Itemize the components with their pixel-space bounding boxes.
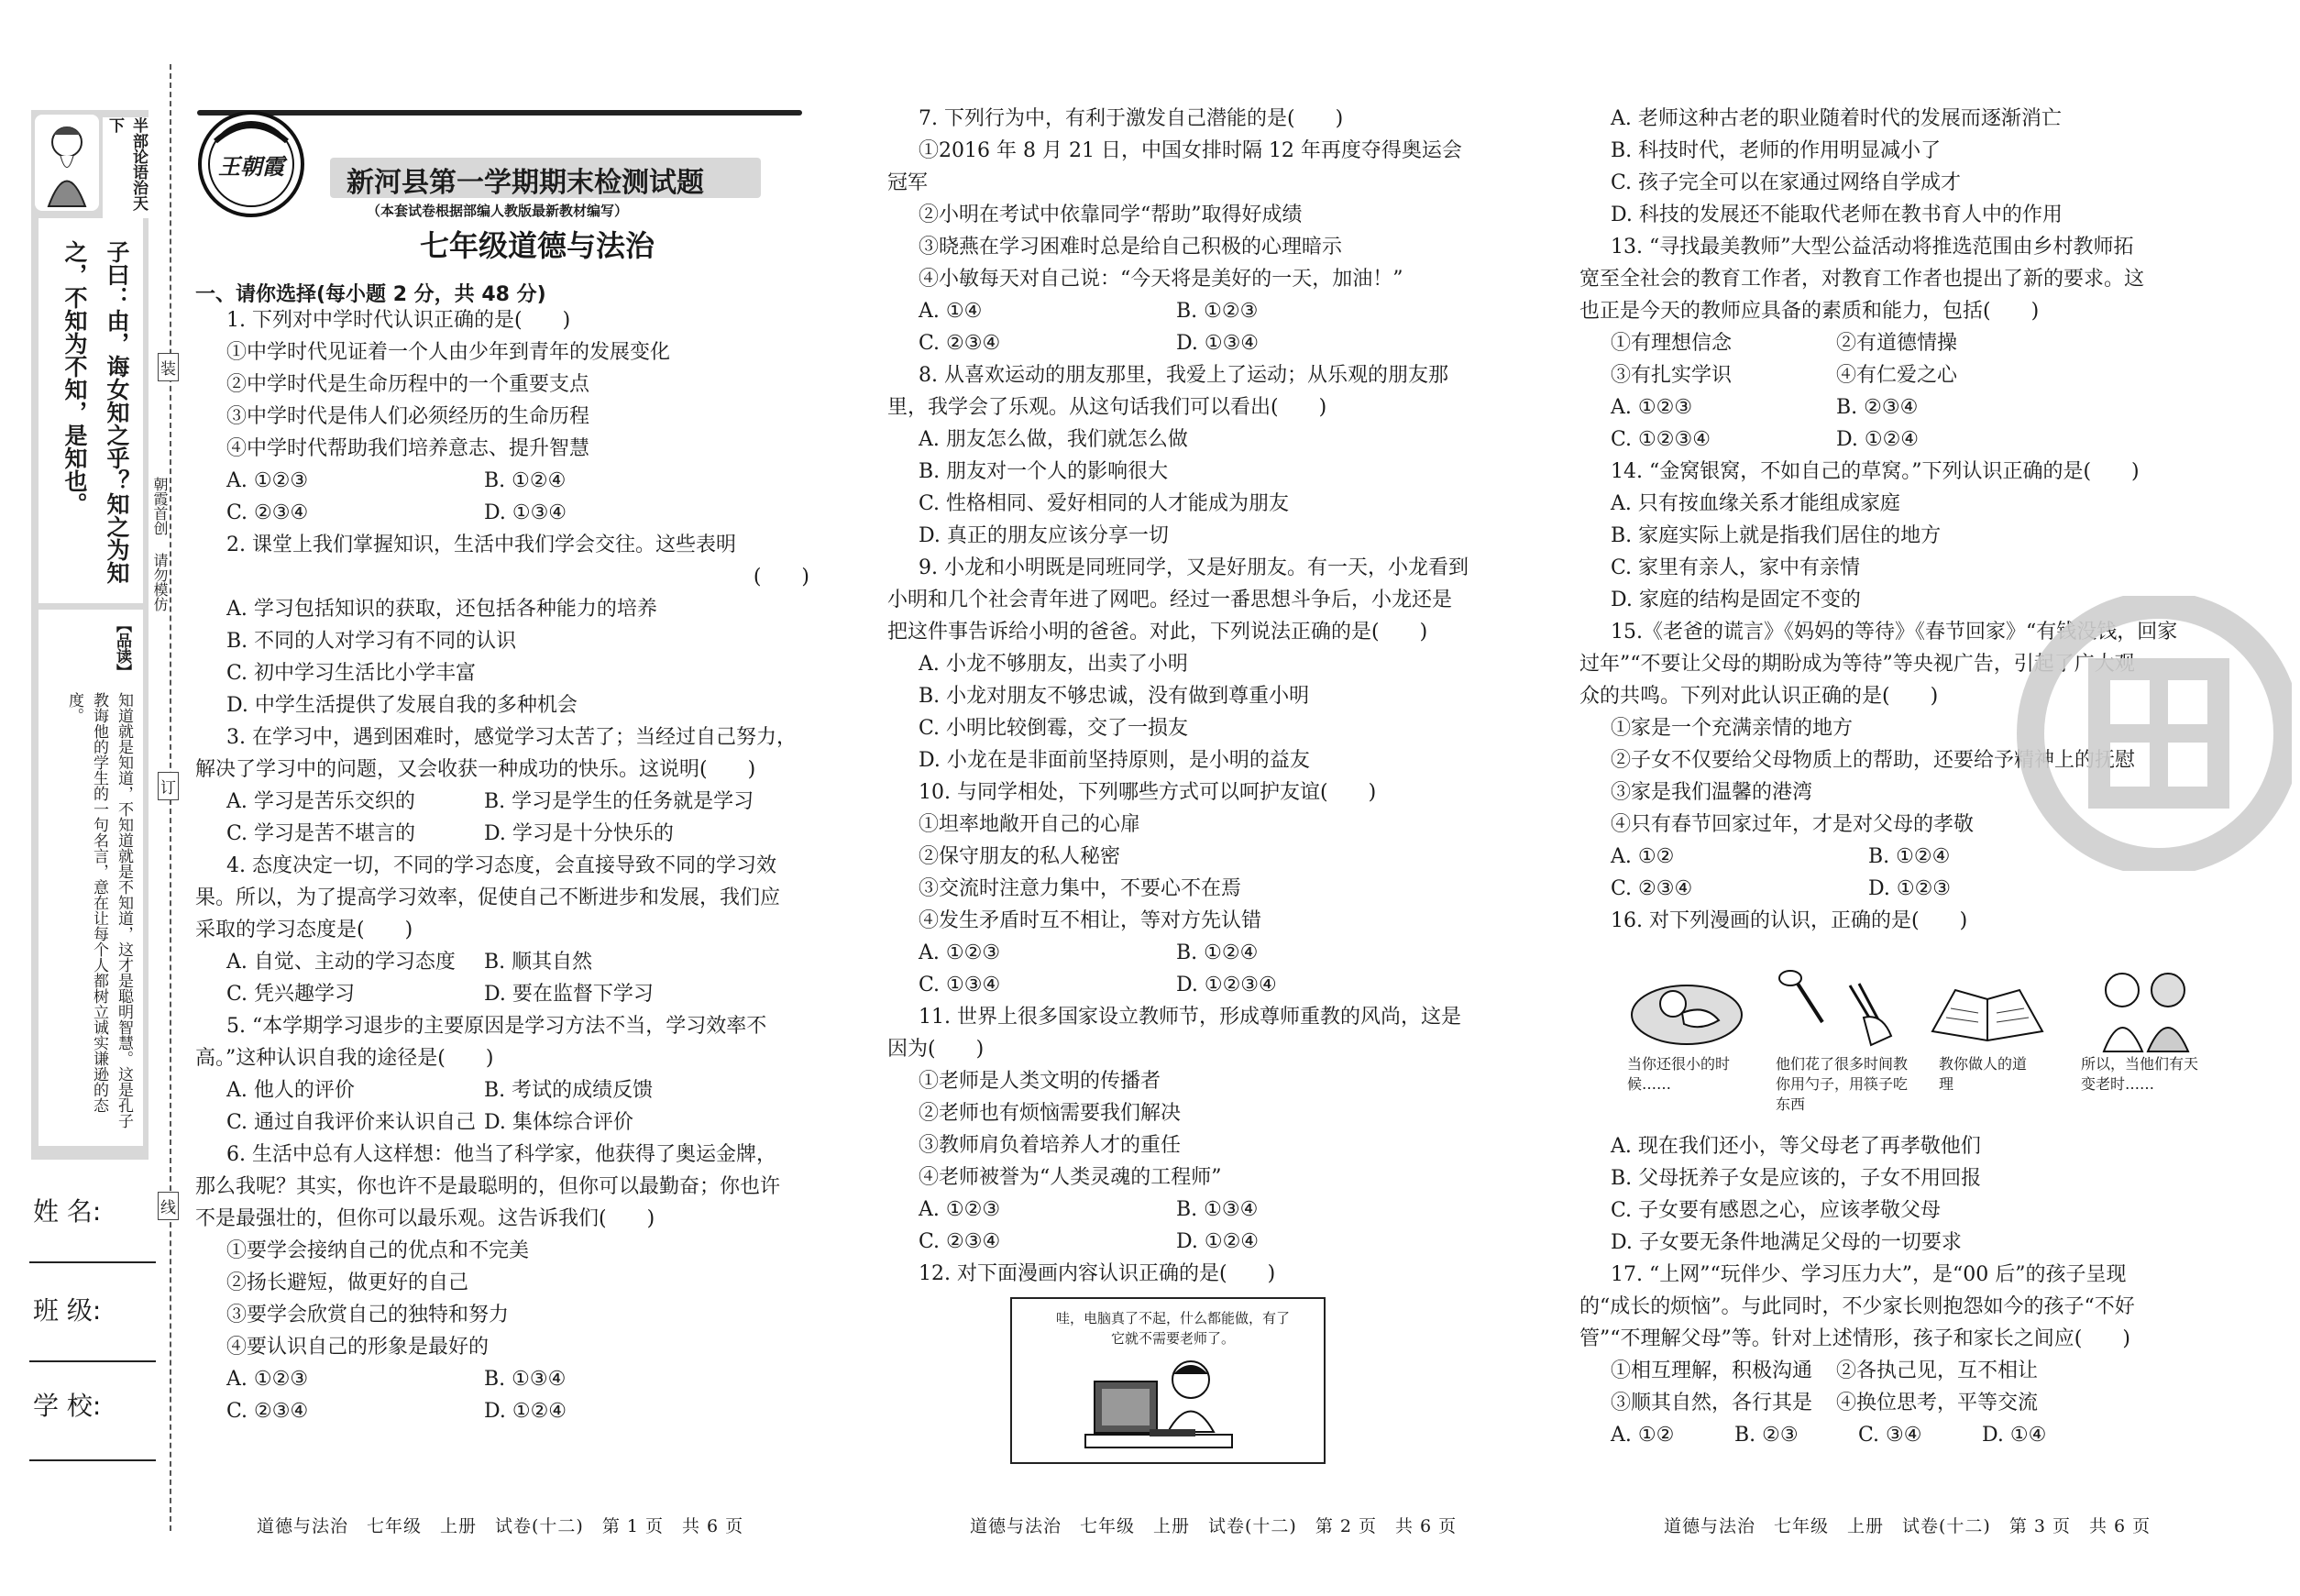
statement-item: ②保守朋友的私人秘密 bbox=[919, 845, 1121, 868]
statement-item: ③教师肩负着培养人才的重任 bbox=[919, 1134, 1182, 1157]
school-field-label: 学 校: bbox=[33, 1391, 102, 1421]
question bbox=[195, 850, 809, 1010]
answer-option[interactable]: B. ①③④ bbox=[1176, 1198, 1259, 1221]
question-stem: 宽至全社会的教育工作者，对教育工作者也提出了新的要求。这 bbox=[1579, 268, 2145, 291]
answer-option[interactable]: B. 父母抚养子女是应该的，子女不用回报 bbox=[1611, 1167, 1982, 1190]
question bbox=[195, 304, 809, 529]
answer-option[interactable]: D. ①②④ bbox=[1836, 428, 1920, 451]
answer-option[interactable]: A. ①②③ bbox=[919, 1198, 1001, 1221]
answer-option[interactable]: C. ②③④ bbox=[226, 1400, 309, 1423]
answer-option[interactable]: D. ①②④ bbox=[484, 1400, 567, 1423]
option-row bbox=[195, 1395, 809, 1427]
option-row bbox=[1579, 327, 2203, 359]
option-row bbox=[1579, 1355, 2203, 1387]
answer-option[interactable]: C. 子女要有感恩之心，应该孝敬父母 bbox=[1611, 1199, 1942, 1222]
question-stem: 那么我呢？其实，你也许不是最聪明的，但你可以最勤奋；你也许 bbox=[195, 1175, 781, 1198]
question-stem: 众的共鸣。下列对此认识正确的是( ) bbox=[1579, 685, 1939, 708]
cut-mark-1: 装 bbox=[158, 353, 179, 381]
answer-option[interactable]: C. 凭兴趣学习 bbox=[226, 983, 356, 1006]
question-stem: 6. 生活中总有人这样想：他当了科学家，他获得了奥运金牌， bbox=[226, 1143, 776, 1166]
question-stem: 7. 下列行为中，有利于激发自己潜能的是( ) bbox=[919, 107, 1344, 130]
statement-item: ①家是一个充满亲情的地方 bbox=[1611, 717, 1854, 740]
question-stem: 管”“不理解父母”等。针对上述情形，孩子和家长之间应( ) bbox=[1579, 1327, 2130, 1350]
answer-option[interactable]: D. ①④ bbox=[1982, 1424, 2047, 1447]
exam-subtitle: （本套试卷根据部编人教版最新教材编写） bbox=[367, 203, 629, 219]
statement-item: ③晓燕在学习困难时总是给自己积极的心理暗示 bbox=[919, 236, 1343, 259]
question-stem: 8. 从喜欢运动的朋友那里，我爱上了运动；从乐观的朋友那 bbox=[919, 364, 1448, 387]
answer-option[interactable]: D. ①②④ bbox=[1176, 1230, 1260, 1253]
name-field-label: 姓 名: bbox=[33, 1196, 102, 1227]
option-row bbox=[195, 1106, 809, 1139]
statement-item: 冠军 bbox=[887, 171, 929, 194]
option-row bbox=[1579, 873, 2203, 905]
comic-caption-4: 所以，当他们有天变老时…… bbox=[2081, 1055, 2199, 1093]
question-stem: 里，我学会了乐观。从这句话我们可以看出( ) bbox=[887, 396, 1327, 419]
logo-badge bbox=[197, 110, 305, 218]
answer-option[interactable]: A. 现在我们还小，等父母老了再孝敬他们 bbox=[1611, 1135, 1981, 1158]
option-row bbox=[195, 946, 809, 978]
question-stem: 5. “本学期学习退步的主要原因是学习方法不当，学习效率不 bbox=[226, 1015, 767, 1038]
answer-option[interactable]: D. ①②③ bbox=[1868, 877, 1952, 900]
option-row bbox=[887, 969, 1511, 1001]
statement-item: ②扬长避短，做更好的自己 bbox=[226, 1271, 469, 1294]
question bbox=[1579, 103, 2203, 231]
answer-option[interactable]: B. 考试的成绩反馈 bbox=[484, 1079, 654, 1102]
option-row bbox=[887, 295, 1511, 327]
pindu-text: 知道就是知道，不知道就是不知道，这才是聪明智慧。这是孔子教诲他的学生的一句名言，意在让每个人都树立诚实谦逊的态度。 bbox=[65, 692, 133, 1128]
statement-item: ①坦率地敞开自己的心扉 bbox=[919, 813, 1141, 836]
answer-option[interactable]: A. ①④ bbox=[919, 300, 983, 323]
answer-option[interactable]: C. 家里有亲人，家中有亲情 bbox=[1611, 556, 1861, 579]
answer-option[interactable]: A. 他人的评价 bbox=[226, 1079, 355, 1102]
answer-option[interactable]: B. 不同的人对学习有不同的认识 bbox=[226, 630, 517, 653]
statement-item: ③中学时代是伟人们必须经历的生命历程 bbox=[226, 405, 590, 428]
statement-item: ①相互理解，积极沟通 bbox=[1611, 1359, 1813, 1382]
confucius-quote: 子曰：由，诲女知之乎？知之为知之，不知为不知，是知也。 bbox=[61, 240, 130, 584]
question-stem: 把这件事告诉给小明的爸爸。对此，下列说法正确的是( ) bbox=[887, 621, 1428, 644]
question-stem: 16. 对下列漫画的认识，正确的是( ) bbox=[1611, 909, 1968, 932]
cut-mark-2: 订 bbox=[158, 772, 179, 800]
answer-option[interactable]: A. 学习包括知识的获取，还包括各种能力的培养 bbox=[226, 598, 657, 621]
question bbox=[195, 1139, 809, 1427]
answer-option[interactable]: D. ①③④ bbox=[484, 501, 567, 524]
answer-option[interactable]: B. ②③④ bbox=[1836, 396, 1919, 419]
option-row bbox=[195, 978, 809, 1010]
answer-option[interactable]: B. ②③ bbox=[1734, 1424, 1799, 1447]
answer-option[interactable]: B. ①②④ bbox=[484, 469, 567, 492]
answer-option[interactable]: B. ①③④ bbox=[484, 1368, 567, 1391]
confucius-figure bbox=[35, 115, 99, 211]
question-stem: 小明和几个社会青年进了网吧。经过一番思想斗争后，小龙还是 bbox=[887, 589, 1453, 611]
option-row bbox=[887, 937, 1511, 969]
statement-item: ④只有春节回家过年，才是对父母的孝敬 bbox=[1611, 813, 1975, 836]
statement-item: ③家是我们温馨的港湾 bbox=[1611, 781, 1813, 804]
comic-caption-3: 教你做人的道理 bbox=[1939, 1055, 2028, 1093]
answer-option[interactable]: A. ①②③ bbox=[226, 1368, 309, 1391]
answer-option[interactable]: A. 老师这种古老的职业随着时代的发展而逐渐消亡 bbox=[1611, 107, 2062, 130]
comic-16 bbox=[1618, 967, 2223, 1113]
statement-item: ④要认识自己的形象是最好的 bbox=[226, 1336, 490, 1359]
statement-item: ②小明在考试中依靠同学“帮助”取得好成绩 bbox=[919, 204, 1303, 226]
question-stem: 10. 与同学相处，下列哪些方式可以呵护友谊( ) bbox=[919, 781, 1377, 804]
answer-option[interactable]: C. 小明比较倒霉，交了一损友 bbox=[919, 717, 1189, 740]
option-row bbox=[1579, 1387, 2203, 1419]
answer-option[interactable]: A. 自觉、主动的学习态度 bbox=[226, 951, 456, 974]
answer-option[interactable]: A. ①② bbox=[1611, 845, 1675, 868]
quote-box bbox=[39, 218, 143, 603]
answer-option[interactable]: A. ①② bbox=[1611, 1424, 1675, 1447]
page-1-questions bbox=[195, 304, 809, 1427]
question-stem: 15.《老爸的谎言》《妈妈的等待》《春节回家》“有钱没钱，回家 bbox=[1611, 621, 2178, 644]
statement-item: ③有扎实学识 bbox=[1611, 364, 1733, 387]
question bbox=[1579, 231, 2203, 456]
question-stem: 13. “寻找最美教师”大型公益活动将推选范围由乡村教师拓 bbox=[1611, 236, 2134, 259]
footer-page-3: 道德与法治 七年级 上册 试卷(十二) 第 3 页 共 6 页 bbox=[1664, 1516, 2151, 1536]
question-stem: 12. 对下面漫画内容认识正确的是( ) bbox=[919, 1262, 1276, 1285]
statement-item: ①要学会接纳自己的优点和不完美 bbox=[226, 1239, 530, 1262]
answer-option[interactable]: A. 朋友怎么做，我们就怎么做 bbox=[919, 428, 1188, 451]
answer-option[interactable]: D. ①③④ bbox=[1176, 332, 1260, 355]
page-2-questions bbox=[887, 103, 1511, 1290]
statement-item: ②各执己见，互不相让 bbox=[1836, 1359, 2039, 1382]
answer-option[interactable]: D. 学习是十分快乐的 bbox=[484, 822, 674, 845]
statement-item: ④小敏每天对自己说：“今天将是美好的一天，加油！” bbox=[919, 268, 1403, 291]
option-row bbox=[887, 1226, 1511, 1258]
class-field-label: 班 级: bbox=[33, 1295, 102, 1326]
question-stem: 过年”“不要让父母的期盼成为等待”等央视广告，引起了广大观 bbox=[1579, 653, 2135, 676]
option-row bbox=[1579, 424, 2203, 456]
option-row bbox=[195, 497, 809, 529]
answer-option[interactable]: B. 家庭实际上就是指我们居住的地方 bbox=[1611, 524, 1942, 547]
logo-text: 王朝霞 bbox=[218, 153, 284, 180]
answer-option[interactable]: D. 中学生活提供了发展自我的多种机会 bbox=[226, 694, 578, 717]
name-field-line[interactable] bbox=[29, 1261, 156, 1263]
answer-option[interactable]: A. 学习是苦乐交织的 bbox=[226, 790, 415, 813]
answer-option[interactable]: D. 科技的发展还不能取代老师在教书育人中的作用 bbox=[1611, 204, 2063, 226]
comic-panel-1-drawing bbox=[1627, 967, 1746, 1050]
option-row bbox=[195, 818, 809, 850]
footer-page-2: 道德与法治 七年级 上册 试卷(十二) 第 2 页 共 6 页 bbox=[970, 1516, 1458, 1536]
question-stem: 11. 世界上很多国家设立教师节，形成尊师重教的风尚，这是 bbox=[919, 1006, 1461, 1029]
statement-item: ①中学时代见证着一个人由少年到青年的发展变化 bbox=[226, 341, 671, 364]
option-row bbox=[1579, 391, 2203, 424]
question bbox=[887, 776, 1511, 1001]
answer-option[interactable]: C. 通过自我评价来认识自己 bbox=[226, 1111, 477, 1134]
option-row bbox=[195, 465, 809, 497]
question bbox=[1579, 1259, 2203, 1451]
question bbox=[1579, 905, 2203, 937]
question bbox=[887, 552, 1511, 776]
option-row bbox=[1579, 1419, 2203, 1451]
answer-option[interactable]: D. 子女要无条件地满足父母的一切要求 bbox=[1611, 1231, 1962, 1254]
answer-option[interactable]: B. 科技时代，老师的作用明显减小了 bbox=[1611, 139, 1942, 162]
answer-option[interactable]: B. 小龙对朋友不够忠诚，没有做到尊重小明 bbox=[919, 685, 1310, 708]
answer-option[interactable]: C. ②③④ bbox=[226, 501, 309, 524]
question-stem: 9. 小龙和小明既是同班同学，又是好朋友。有一天，小龙看到 bbox=[919, 556, 1469, 579]
comic-caption-1: 当你还很小的时候…… bbox=[1627, 1055, 1731, 1093]
answer-option[interactable]: C. 性格相同、爱好相同的人才能成为朋友 bbox=[919, 492, 1290, 515]
pindu-box bbox=[39, 610, 143, 1146]
answer-option[interactable]: B. ①②③ bbox=[1176, 300, 1259, 323]
question bbox=[887, 1258, 1511, 1290]
watermark-seal bbox=[2017, 596, 2292, 871]
answer-option[interactable]: C. ①③④ bbox=[919, 974, 1001, 996]
comic-panel-2-drawing bbox=[1772, 967, 1900, 1050]
question-stem: 高。”这种认识自我的途径是( ) bbox=[195, 1047, 494, 1070]
comic-caption-2: 他们花了很多时间教你用勺子，用筷子吃东西 bbox=[1776, 1055, 1909, 1113]
statement-item: ③交流时注意力集中，不要心不在焉 bbox=[919, 877, 1242, 900]
cartoon-12 bbox=[1010, 1297, 1326, 1464]
statement-item: ③要学会欣赏自己的独特和努力 bbox=[226, 1304, 510, 1326]
answer-option[interactable]: B. 学习是学生的任务就是学习 bbox=[484, 790, 754, 813]
cut-mark-3: 线 bbox=[158, 1192, 179, 1220]
exam-title: 新河县第一学期期末检测试题 bbox=[347, 167, 704, 199]
option-row bbox=[195, 1363, 809, 1395]
cartoon-12-speech: 哇，电脑真了不起，什么都能做，有了它就不需要老师了。 bbox=[1056, 1310, 1291, 1347]
comic-panel-3-drawing bbox=[1928, 976, 2047, 1050]
notice-text: 朝霞首创 请勿模仿 bbox=[151, 477, 169, 611]
answer-option[interactable]: D. 家庭的结构是固定不变的 bbox=[1611, 589, 1861, 611]
statement-item: ①2016 年 8 月 21 日，中国女排时隔 12 年再度夺得奥运会 bbox=[919, 139, 1462, 162]
answer-option[interactable]: A. ①②③ bbox=[1611, 396, 1693, 419]
question bbox=[195, 721, 809, 850]
statement-item: ③顺其自然，各行其是 bbox=[1611, 1392, 1813, 1414]
answer-option[interactable]: D. ①②③④ bbox=[1176, 974, 1277, 996]
statement-item: ①老师是人类文明的传播者 bbox=[919, 1070, 1161, 1093]
question-stem: 因为( ) bbox=[887, 1038, 985, 1061]
sidebar-top-label: 半部论语治天下 bbox=[103, 117, 150, 218]
answer-option[interactable]: C. 学习是苦不堪言的 bbox=[226, 822, 416, 845]
question bbox=[1579, 456, 2203, 616]
answer-option[interactable]: C. ③④ bbox=[1858, 1424, 1922, 1447]
answer-option[interactable]: C. ②③④ bbox=[919, 332, 1001, 355]
answer-option[interactable]: B. ①②④ bbox=[1176, 941, 1259, 964]
statement-item: ④老师被誉为“人类灵魂的工程师” bbox=[919, 1166, 1222, 1189]
question-stem: 14. “金窝银窝，不如自己的草窝。”下列认识正确的是( ) bbox=[1611, 460, 2140, 483]
statement-item: ②中学时代是生命历程中的一个重要支点 bbox=[226, 373, 590, 396]
answer-option[interactable]: D. 集体综合评价 bbox=[484, 1111, 633, 1134]
sidebar bbox=[28, 110, 151, 1164]
question-stem: 的“成长的烦恼”。与此同时，不少家长则抱怨如今的孩子“不好 bbox=[1579, 1295, 2135, 1318]
question-stem: 也正是今天的教师应具备的素质和能力，包括( ) bbox=[1579, 300, 2040, 323]
answer-option[interactable]: C. ②③④ bbox=[919, 1230, 1001, 1253]
answer-option[interactable]: D. 真正的朋友应该分享一切 bbox=[919, 524, 1169, 547]
question-stem: 3. 在学习中，遇到困难时，感觉学习太苦了；当经过自己努力， bbox=[226, 726, 797, 749]
answer-option[interactable]: D. 要在监督下学习 bbox=[484, 983, 654, 1006]
answer-option[interactable]: D. 小龙在是非面前坚持原则，是小明的益友 bbox=[919, 749, 1310, 772]
question-stem: 17. “上网”“玩伴少、学习压力大”，是“00 后”的孩子呈现 bbox=[1611, 1263, 2127, 1286]
answer-option[interactable]: A. ①②③ bbox=[226, 469, 309, 492]
question-stem: 不是最强壮的，但你可以最乐观。这告诉我们( ) bbox=[195, 1207, 655, 1230]
statement-item: ④中学时代帮助我们培养意志、提升智慧 bbox=[226, 437, 590, 460]
statement-item: ②子女不仅要给父母物质上的帮助，还要给予精神上的抚慰 bbox=[1611, 749, 2136, 772]
option-row bbox=[195, 1074, 809, 1106]
question bbox=[887, 103, 1511, 359]
statement-item: ④换位思考，平等交流 bbox=[1836, 1392, 2039, 1414]
computer-kid-drawing bbox=[1012, 1354, 1324, 1459]
question-stem: 解决了学习中的问题，又会收获一种成功的快乐。这说明( ) bbox=[195, 758, 756, 781]
option-row bbox=[195, 786, 809, 818]
question-stem: 2. 课堂上我们掌握知识，生活中我们学会交往。这些表明 bbox=[226, 534, 736, 556]
question bbox=[195, 1010, 809, 1139]
class-field-line[interactable] bbox=[29, 1360, 156, 1362]
question-stem: 4. 态度决定一切，不同的学习态度，会直接导致不同的学习效 bbox=[226, 854, 776, 877]
answer-option[interactable]: C. 孩子完全可以在家通过网络自学成才 bbox=[1611, 171, 1962, 194]
question bbox=[1579, 1130, 2203, 1259]
answer-option[interactable]: B. 顺其自然 bbox=[484, 951, 593, 974]
option-row bbox=[887, 327, 1511, 359]
answer-option[interactable]: B. 朋友对一个人的影响很大 bbox=[919, 460, 1169, 483]
statement-item: ①有理想信念 bbox=[1611, 332, 1733, 355]
footer-page-1: 道德与法治 七年级 上册 试卷(十二) 第 1 页 共 6 页 bbox=[257, 1516, 744, 1536]
question bbox=[887, 1001, 1511, 1258]
answer-option[interactable]: A. ①②③ bbox=[919, 941, 1001, 964]
question-stem: 1. 下列对中学时代认识正确的是( ) bbox=[226, 309, 571, 332]
option-row bbox=[887, 1194, 1511, 1226]
grade-title: 七年级道德与法治 bbox=[420, 228, 655, 263]
answer-option[interactable]: C. ②③④ bbox=[1611, 877, 1693, 900]
statement-item: ④发生矛盾时互不相让，等对方先认错 bbox=[919, 909, 1262, 932]
statement-item: ②有道德情操 bbox=[1836, 332, 1958, 355]
answer-option[interactable]: A. 只有按血缘关系才能组成家庭 bbox=[1611, 492, 1900, 515]
question-stem: 果。所以，为了提高学习效率，促使自己不断进步和发展，我们应 bbox=[195, 886, 781, 909]
question-stem: ( ) bbox=[753, 566, 809, 589]
statement-item: ②老师也有烦恼需要我们解决 bbox=[919, 1102, 1182, 1125]
section-1-heading: 一、请你选择(每小题 2 分，共 48 分) bbox=[195, 283, 546, 306]
page-3-questions-b bbox=[1579, 1130, 2203, 1451]
pindu-label: 【品读】 bbox=[113, 617, 131, 679]
question-stem: 采取的学习态度是( ) bbox=[195, 919, 413, 941]
comic-panel-4-drawing bbox=[2076, 967, 2214, 1054]
student-info bbox=[28, 1192, 156, 1467]
answer-option[interactable]: C. ①②③④ bbox=[1611, 428, 1711, 451]
question bbox=[887, 359, 1511, 552]
answer-option[interactable]: B. ①②④ bbox=[1868, 845, 1951, 868]
option-row bbox=[1579, 359, 2203, 391]
statement-item: ④有仁爱之心 bbox=[1836, 364, 1958, 387]
answer-option[interactable]: A. 小龙不够朋友，出卖了小明 bbox=[919, 653, 1188, 676]
question bbox=[195, 529, 809, 721]
answer-option[interactable]: C. 初中学习生活比小学丰富 bbox=[226, 662, 477, 685]
school-field-line[interactable] bbox=[29, 1459, 156, 1461]
